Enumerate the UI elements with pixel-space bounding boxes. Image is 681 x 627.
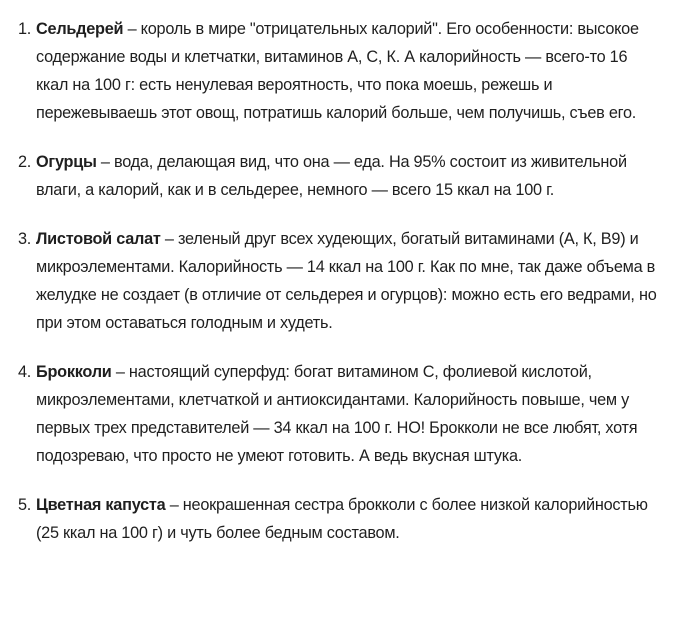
item-title: Сельдерей: [36, 20, 124, 38]
item-text: – король в мире "отрицательных калорий". Его особенности: высокое содержание воды и клетчатки, витаминов А, С, К. А калорийность — всего-то 16 ккал на 100 г: есть ненулевая вероятность, что пока моешь, режешь и пережевываешь этот овощ, потратишь калорий больше, чем получишь, съев его.: [36, 20, 639, 122]
list-item-broccoli: [18, 358, 661, 470]
item-number: 5.: [18, 496, 32, 514]
item-text: – настоящий суперфуд: богат витамином С, фолиевой кислотой, микроэлементами, клетчаткой и антиоксидантами. Калорийность повыше, чем у первых трех представителей — 34 ккал на 100 г. НО! Брокколи не все любят, хотя подозреваю, что просто не умеют готовить. А ведь вкусная штука.: [36, 363, 638, 465]
item-title: Брокколи: [36, 363, 112, 381]
item-text: – зеленый друг всех худеющих, богатый витаминами (А, К, В9) и микроэлементами. Калорийность — 14 ккал на 100 г. Как по мне, так даже объема в желудке не создает (в отличие от сельдерея и огурцов): можно есть его ведрами, но при этом оставаться голодным и худеть.: [36, 230, 657, 332]
item-title: Цветная капуста: [36, 496, 166, 514]
list-item-cauliflower: [18, 491, 661, 547]
list-item-lettuce: [18, 225, 661, 337]
item-text: – вода, делающая вид, что она — еда. На 95% состоит из живительной влаги, а калорий, как и в сельдерее, немного — всего 15 ккал на 100 г.: [36, 153, 627, 199]
item-title: Листовой салат: [36, 230, 161, 248]
list-item-celery: [18, 15, 661, 127]
item-number: 2.: [18, 153, 32, 171]
item-text: – неокрашенная сестра брокколи с более низкой калорийностью (25 ккал на 100 г) и чуть более бедным составом.: [36, 496, 648, 542]
item-number: 4.: [18, 363, 32, 381]
item-number: 1.: [18, 20, 32, 38]
item-title: Огурцы: [36, 153, 97, 171]
list-item-cucumbers: [18, 148, 661, 204]
item-number: 3.: [18, 230, 32, 248]
